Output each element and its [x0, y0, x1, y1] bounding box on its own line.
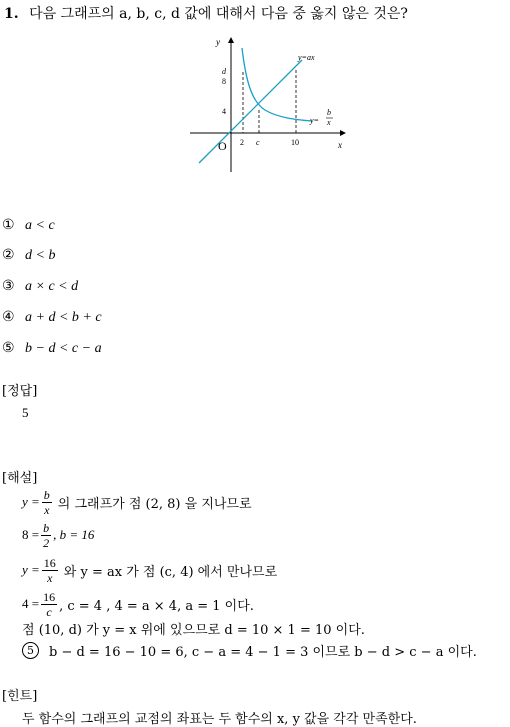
solution-line-5: 점 (10, d) 가 y = x 위에 있으므로 d = 10 × 1 = 10 이다.: [22, 623, 365, 638]
sol2-num: b: [43, 520, 50, 535]
tick-x-10: 10: [291, 138, 299, 147]
option-1-expr: a < c: [25, 218, 55, 233]
sol3-den: x: [47, 570, 53, 585]
curve-label-num: b: [327, 108, 331, 117]
curve-label-prefix: y=: [310, 116, 319, 125]
tick-x-c: c: [256, 138, 260, 147]
sol2-rest: , b = 16: [53, 527, 95, 542]
option-1[interactable]: [2, 217, 55, 234]
tick-y-8: 8: [222, 77, 226, 86]
origin-label: O: [218, 139, 227, 153]
sol1-lhs: y =: [22, 494, 40, 509]
question-text: 다음 그래프의 a, b, c, d 값에 대해서 다음 중 옳지 않은 것은?: [29, 6, 408, 22]
sol3-lhs: y =: [22, 562, 40, 577]
answer-value: 5: [22, 405, 29, 420]
solution-line-1: [22, 485, 252, 519]
sol4-den: c: [46, 604, 52, 619]
hint-header: [힌트]: [2, 689, 38, 704]
curve-label-den: x: [327, 118, 331, 127]
option-4-marker: ④: [2, 309, 15, 325]
hint-text: 두 함수의 그래프의 교점의 좌표는 두 함수의 x, y 값을 각각 만족한다.: [22, 712, 417, 727]
sol2-lhs: 8 =: [22, 527, 40, 542]
question-number: 1.: [4, 6, 19, 22]
solution-header: [해설]: [2, 471, 38, 486]
sol3-frac: [42, 557, 58, 584]
option-3[interactable]: [2, 278, 78, 295]
option-5-expr: b − d < c − a: [25, 341, 102, 356]
sol1-frac: [42, 489, 52, 516]
sol4-num: 16: [43, 589, 56, 604]
sol6-text: b − d = 16 − 10 = 6, c − a = 4 − 1 = 3 이므로 b − d > c − a 이다.: [49, 645, 477, 660]
graph: [180, 32, 350, 182]
option-4-expr: a + d < b + c: [25, 310, 102, 325]
sol1-rest: 의 그래프가 점 (2, 8) 을 지나므로: [57, 496, 252, 512]
tick-y-d: d: [222, 67, 226, 76]
option-3-expr: a × c < d: [25, 279, 79, 294]
sol2-frac: [41, 522, 51, 549]
tick-x-2: 2: [240, 138, 244, 147]
sol3-num: 16: [43, 555, 56, 570]
sol2-den: 2: [43, 535, 50, 550]
answer-header: [정답]: [2, 384, 38, 399]
sol1-den: x: [44, 502, 50, 517]
option-5-marker: ⑤: [2, 340, 15, 356]
option-2-expr: d < b: [25, 248, 56, 263]
solution-line-6: [22, 641, 477, 660]
sol4-frac: [41, 591, 57, 618]
option-4[interactable]: [2, 309, 102, 326]
sol3-rest: 와 y = ax 가 점 (c, 4) 에서 만나므로: [63, 564, 278, 580]
tick-y-4: 4: [222, 107, 226, 116]
solution-line-4: [22, 587, 254, 621]
line-label: y=ax: [298, 53, 315, 62]
option-1-marker: ①: [2, 217, 15, 233]
question: [4, 3, 408, 23]
x-axis-label: x: [338, 140, 342, 150]
sol4-rest: , c = 4 , 4 = a × 4, a = 1 이다.: [59, 598, 254, 614]
y-axis-label: y: [216, 37, 220, 47]
option-5[interactable]: [2, 340, 102, 357]
option-2-marker: ②: [2, 247, 15, 263]
sol1-num: b: [43, 487, 50, 502]
solution-line-3: [22, 553, 277, 587]
option-3-marker: ③: [2, 278, 15, 294]
sol6-marker: 5: [22, 642, 39, 659]
sol4-lhs: 4 =: [22, 596, 40, 611]
line-y-ax: [199, 60, 302, 163]
solution-line-2: [22, 518, 94, 552]
option-2[interactable]: [2, 247, 55, 264]
